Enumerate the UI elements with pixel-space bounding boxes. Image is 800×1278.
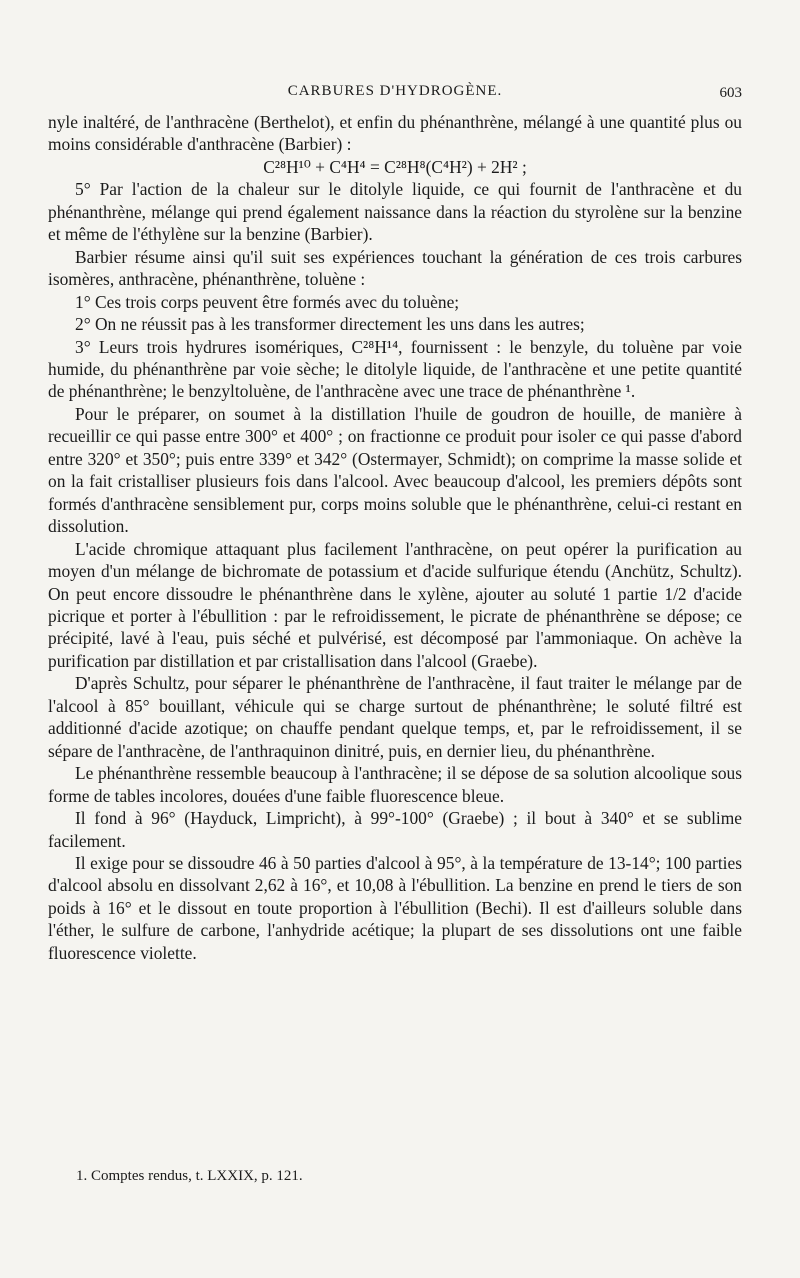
page-header	[48, 83, 742, 109]
paragraph-point-3: 3° Leurs trois hydrures isomériques, C²⁸H¹⁴, fournissent : le benzyle, du toluène par voie humide, du phénanthrène par voie sèche; le ditolyle liquide, de l'anthracène et une petite quantité de phénanthrène; le benzyltoluène, de l'anthracène avec une trace de phénanthrène ¹.	[48, 336, 742, 402]
paragraph-separation: D'après Schultz, pour séparer le phénanthrène de l'anthracène, il faut traiter le mélange par de l'alcool à 85° bouillant, véhicule qui se charge surtout de phénanthrène; le soluté filtré est additionné d'acide azotique; on chauffe pendant quelque temps, et, par le refroidissement, il se sépare de l'anthracène, de l'anthraquinon dinitré, puis, en dernier lieu, du phénanthrène.	[48, 673, 742, 761]
footnote: 1. Comptes rendus, t. LXXIX, p. 121.	[76, 1168, 303, 1184]
body-text	[48, 111, 742, 964]
paragraph-item-5: 5° Par l'action de la chaleur sur le ditolyle liquide, ce qui fournit de l'anthracène et du phénanthrène, mélange qui prend également naissance dans la réaction du styrolène sur la benzine et même de l'éthylène sur la benzine (Barbier).	[48, 179, 742, 245]
paragraph-solubility: Il exige pour se dissoudre 46 à 50 parties d'alcool à 95°, à la température de 13-14°; 100 parties d'alcool absolu en dissolvant 2,62 à 16°, et 10,08 à l'ébullition. La benzine en prend le tiers de son poids à 16° et le dissout en toute proportion à l'ébullition (Bechi). Il est d'ailleurs soluble dans l'éther, le sulfure de carbone, l'anhydride acétique; la plupart de ses dissolutions ont une faible fluorescence violette.	[48, 852, 742, 963]
paragraph-point-1: 1° Ces trois corps peuvent être formés avec du toluène;	[75, 291, 460, 312]
paragraph-melting-point: Il fond à 96° (Hayduck, Limpricht), à 99°-100° (Graebe) ; il bout à 340° et se sublime facilement.	[48, 808, 742, 851]
running-title: CARBURES D'HYDROGÈNE.	[287, 83, 503, 99]
paragraph-point-2: 2° On ne réussit pas à les transformer directement les uns dans les autres;	[75, 314, 585, 335]
paragraph-barbier-summary: Barbier résume ainsi qu'il suit ses expériences touchant la génération de ces trois carbures isomères, anthracène, phénanthrène, toluène :	[48, 246, 742, 290]
paragraph-properties: Le phénanthrène ressemble beaucoup à l'anthracène; il se dépose de sa solution alcoolique sous forme de tables incolores, douées d'une faible fluorescence bleue.	[48, 763, 742, 806]
chemical-equation: C²⁸H¹⁰ + C⁴H⁴ = C²⁸H⁸(C⁴H²) + 2H² ;	[263, 156, 527, 177]
paragraph-purification: L'acide chromique attaquant plus facilement l'anthracène, on peut opérer la purification au moyen d'un mélange de bichromate de potassium et d'acide sulfurique étendu (Anchütz, Schultz). On peut encore dissoudre le phénanthrène dans le xylène, ajouter au soluté 1 partie 1/2 d'acide picrique et porter à l'ébullition : par le refroidissement, le picrate de phénanthrène se dépose; ce précipité, lavé à l'eau, puis séché et pulvérisé, est décomposé par l'ammoniaque. On achève la purification par distillation et par cristallisation dans l'alcool (Graebe).	[48, 538, 742, 671]
page-number: 603	[719, 85, 742, 101]
paragraph-continuation: nyle inaltéré, de l'anthracène (Berthelot), et enfin du phénanthrène, mélangé à une quantité plus ou moins considérable d'anthracène (Barbier) :	[48, 112, 742, 155]
paragraph-preparation: Pour le préparer, on soumet à la distillation l'huile de goudron de houille, de manière à recueillir ce qui passe entre 300° et 400° ; on fractionne ce produit pour isoler ce qui passe d'abord entre 320° et 350°; puis entre 339° et 342° (Ostermayer, Schmidt); on comprime la masse solide et on la fait cristalliser plusieurs fois dans l'alcool. Avec beaucoup d'alcool, les premiers dépôts sont formés d'anthracène sensiblement pur, corps moins soluble que le phénanthrène, celui-ci restant en dissolution.	[48, 403, 742, 537]
